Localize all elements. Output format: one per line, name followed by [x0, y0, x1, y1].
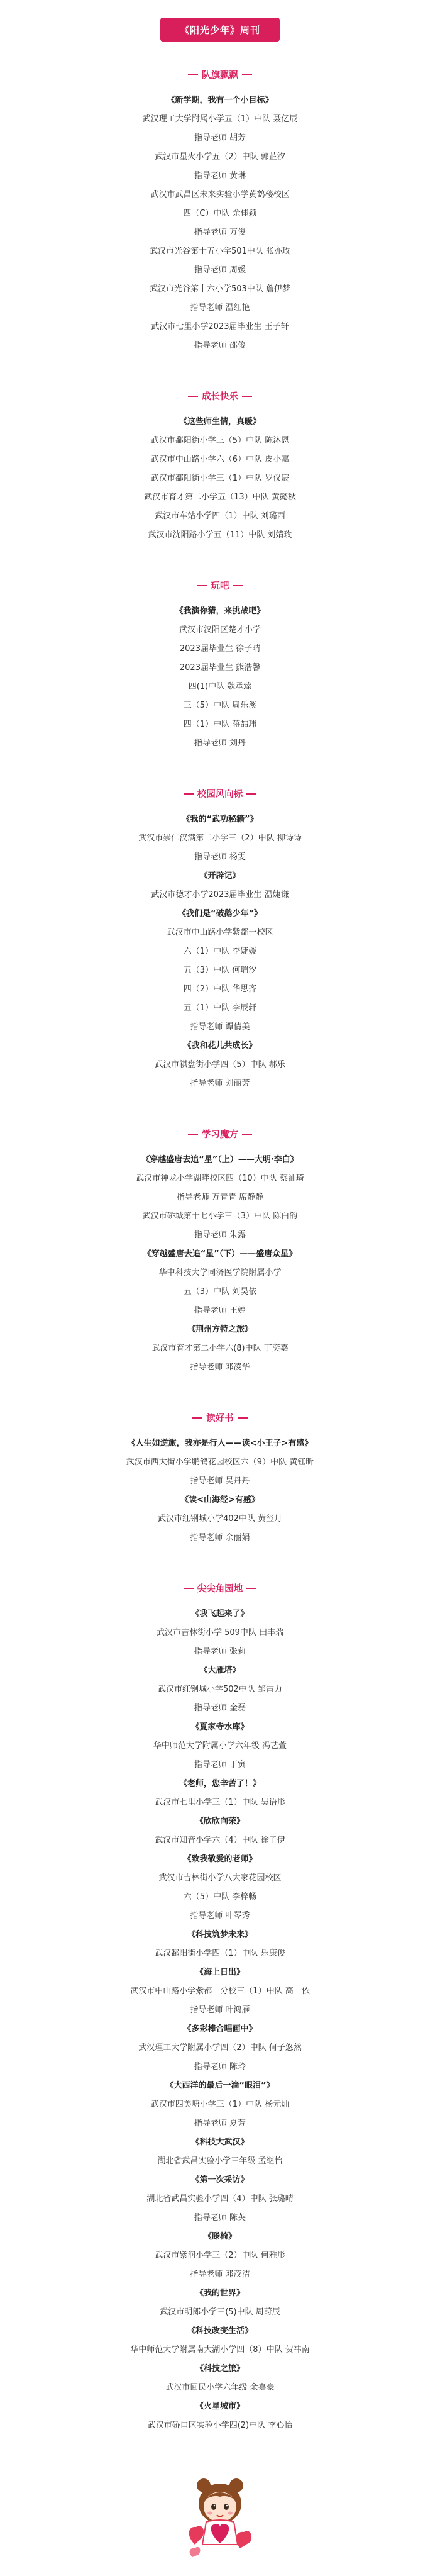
credit-line: 指导老师 黄琳	[194, 171, 246, 181]
article-title: 《新学期，我有一个小目标》	[167, 96, 273, 105]
article-title: 《科技之旅》	[195, 2364, 245, 2373]
credit-line: 指导老师 周媛	[194, 265, 246, 275]
sections-container	[0, 68, 440, 2435]
credit-line: 武汉市中山路小学六（6）中队 皮小嘉	[150, 455, 290, 464]
article-title: 《我的“武功秘籍”》	[182, 815, 258, 824]
credit-line: 指导老师 万俊	[194, 228, 246, 237]
article-title: 《我飞起来了》	[191, 1609, 249, 1619]
article-title: 《这些师生情，真暖》	[179, 417, 261, 427]
credit-line: 指导老师 邓凌华	[190, 1363, 250, 1372]
credit-line: 武汉市明郎小学三(5)中队 周莳辰	[160, 2307, 280, 2317]
heading-dash-right	[246, 793, 256, 795]
section	[0, 1127, 440, 1377]
article-title: 《火星城市》	[195, 2402, 245, 2411]
section-heading-label: 读好书	[206, 1413, 234, 1424]
heading-dash-left	[192, 1417, 202, 1419]
heading-dash-right	[242, 1134, 252, 1135]
heading-dash-left	[188, 396, 198, 397]
credit-line: 武汉市光谷第十五小学501中队 张亦玫	[150, 247, 290, 256]
section-heading-label: 校园风向标	[197, 789, 243, 800]
credit-line: 指导老师 朱露	[194, 1230, 246, 1240]
article-title: 《致我敬爱的老师》	[183, 1854, 257, 1864]
credit-line: 指导老师 丁寅	[194, 1760, 246, 1770]
credit-line: 武汉市硚城第十七小学三（3）中队 陈白韵	[142, 1212, 298, 1221]
section-heading	[0, 68, 440, 81]
credit-line: 武汉市七里小学2023届毕业生 王子轩	[151, 322, 289, 332]
credit-line: 五（3）中队 刘昊依	[183, 1287, 257, 1296]
credit-line: 指导老师 吴丹丹	[190, 1476, 250, 1486]
credit-line: 武汉市祺盘街小学四（5）中队 郝乐	[155, 1060, 285, 1069]
section-heading-label: 学习魔方	[202, 1130, 238, 1140]
article-title: 《多彩棒合唱画中》	[183, 2024, 257, 2034]
credit-line: 四（2）中队 华思齐	[183, 984, 257, 994]
heading-dash-right	[242, 74, 252, 75]
credit-line: 武汉市七里小学三（1）中队 吴语彤	[155, 1798, 285, 1807]
credit-line: 武汉市回民小学六年级 余嘉豪	[165, 2383, 275, 2392]
credit-line: 指导老师 叶鸿雁	[190, 2005, 250, 2015]
credit-line: 武汉市星火小学五（2）中队 郭芷汐	[155, 152, 285, 162]
credit-line: 六（5）中队 李梓畅	[183, 1892, 257, 1902]
article-title: 《读<山海经>有感》	[180, 1495, 260, 1505]
credit-line: 三（5）中队 周乐溪	[183, 701, 257, 710]
credit-line: 武汉市车站小学四（1）中队 刘璐西	[155, 511, 285, 521]
section-heading	[0, 1581, 440, 1595]
credit-line: 武汉市汉阳区楚才小学	[179, 625, 261, 635]
section-heading-label: 成长快乐	[202, 392, 238, 402]
section-heading-label: 队旗飘飘	[202, 70, 238, 81]
credit-line: 武汉市武昌区未来实验小学黄鹤楼校区	[150, 190, 290, 199]
article-title: 《人生如逆旅，我亦是行人——读<小王子>有感》	[127, 1439, 313, 1448]
credit-line: 五（3）中队 何瑞汐	[183, 966, 257, 975]
heading-dash-left	[188, 74, 198, 75]
credit-line: 武汉市红钢城小学402中队 黄玺月	[158, 1514, 282, 1524]
article-title: 《穿越盛唐去追“星”（上）——大明·李白》	[141, 1155, 299, 1164]
article-title: 《海上日出》	[195, 1968, 245, 1977]
credit-line: 湖北省武昌实验小学三年级 孟继怡	[157, 2156, 283, 2166]
article-title: 《我的世界》	[195, 2289, 245, 2298]
article-title: 《欣欣向荣》	[195, 1817, 245, 1826]
credit-line: 武汉市鄱阳街小学三（1）中队 罗仪宸	[150, 474, 290, 483]
credit-line: 武汉市知音小学六（4）中队 徐子伊	[155, 1836, 285, 1845]
credit-line: 武汉市光谷第十六小学503中队 詹伊梦	[150, 284, 290, 294]
credit-line: 湖北省武昌实验小学四（4）中队 张璐晴	[146, 2194, 294, 2204]
credit-line: 武汉市吉林街小学 509中队 田丰瑞	[156, 1628, 284, 1637]
article-title: 《大雁塔》	[199, 1666, 241, 1675]
section-heading	[0, 787, 440, 800]
section-heading	[0, 1411, 440, 1424]
credit-line: 四（1）中队 蒋喆玮	[183, 720, 257, 729]
section	[0, 579, 440, 753]
credit-line: 四（C）中队 余佳颖	[183, 209, 257, 218]
article-title: 《第一次采访》	[191, 2175, 249, 2185]
credit-line: 武汉理工大学附属小学四（2）中队 何子悠然	[138, 2043, 302, 2053]
heading-dash-right	[233, 585, 243, 586]
credit-line: 武汉市中山路小学紫都一分校三（1）中队 高一依	[130, 1987, 310, 1996]
credit-line: 武汉市崇仁汉满第二小学三（2）中队 柳诗诗	[138, 834, 302, 843]
credit-line: 指导老师 胡芳	[194, 133, 246, 143]
heading-dash-right	[242, 396, 252, 397]
credit-line: 指导老师 邓茂洁	[190, 2270, 250, 2279]
heading-dash-left	[197, 585, 207, 586]
credit-line: 华中师范大学附属小学六年级 冯艺萱	[153, 1741, 287, 1751]
credit-line: 指导老师 杨雯	[194, 852, 246, 862]
credit-line: 武汉市硚口区实验小学四(2)中队 李心怡	[147, 2421, 293, 2430]
credit-line: 武汉市沈阳路小学五（11）中队 刘婧玫	[148, 530, 292, 540]
heading-dash-left	[184, 793, 194, 795]
credit-line: 武汉市西大街小学鹏鸽花园校区六（9）中队 黄钰昕	[126, 1458, 314, 1467]
section-heading	[0, 1127, 440, 1140]
credit-line: 指导老师 陈玲	[194, 2062, 246, 2071]
credit-line: 武汉鄱阳街小学四（1）中队 乐康俊	[155, 1949, 285, 1958]
credit-line: 武汉理工大学附属小学五（1）中队 聂亿辰	[142, 114, 298, 124]
heading-dash-right	[246, 1588, 256, 1589]
credit-line: 指导老师 余丽娟	[190, 1533, 250, 1542]
credit-line: 指导老师 谭倩美	[190, 1022, 250, 1032]
credit-line: 指导老师 叶琴秀	[190, 1911, 250, 1921]
article-title: 《穿越盛唐去追“星”（下）——盛唐众星》	[143, 1249, 297, 1259]
article-title: 《我和花儿共成长》	[183, 1041, 257, 1051]
credit-line: 四(1)中队 魏承臻	[188, 682, 252, 691]
credit-line: 华中科技大学同济医学院附属小学	[158, 1268, 282, 1278]
credit-line: 指导老师 邵俊	[194, 341, 246, 350]
credit-line: 武汉市育才第二小学六(8)中队 丁奕嘉	[151, 1344, 289, 1353]
article-title: 《老师，您辛苦了！》	[179, 1779, 261, 1788]
article-title: 《滕椅》	[203, 2232, 236, 2241]
credit-line: 指导老师 刘丽芳	[190, 1079, 250, 1088]
article-title: 《科技改变生活》	[187, 2326, 253, 2336]
credit-line: 2023届毕业生 熊浩馨	[179, 663, 261, 672]
credit-line: 武汉市神龙小学湖畔校区四（10）中队 蔡汕琦	[136, 1174, 304, 1183]
page-title: 《阳光少年》周刊	[160, 18, 280, 42]
section-heading	[0, 579, 440, 592]
article-title: 《科技筑梦未来》	[187, 1930, 253, 1939]
article-title: 《科技大武汉》	[191, 2138, 249, 2147]
credit-line: 指导老师 王婷	[194, 1306, 246, 1315]
credit-line: 武汉市中山路小学紫都一校区	[167, 928, 273, 937]
article-title: 《开辟记》	[199, 871, 241, 881]
article-title: 《大西洋的最后一滴“眼泪”》	[165, 2081, 275, 2090]
credit-line: 六（1）中队 李婕媛	[183, 947, 257, 956]
credit-line: 武汉市紫润小学三（2）中队 何雅彤	[155, 2251, 285, 2260]
credit-line: 武汉市鄱阳街小学三（5）中队 陈沐恩	[150, 436, 290, 445]
article-title: 《我演你猜，来挑战吧》	[175, 606, 265, 616]
credit-line: 武汉市四美塘小学三（1）中队 杨元灿	[150, 2100, 290, 2109]
credit-line: 指导老师 刘丹	[194, 739, 246, 748]
heading-dash-right	[238, 1417, 248, 1419]
article-title: 《夏家寺水库》	[191, 1722, 249, 1732]
section-heading	[0, 389, 440, 403]
credit-line: 指导老师 金磊	[194, 1703, 246, 1713]
section	[0, 389, 440, 545]
credit-line: 武汉市红钢城小学502中队 邹雷力	[158, 1685, 282, 1694]
mascot-girl-heart-icon	[182, 2469, 258, 2563]
credit-line: 指导老师 万青青 席静静	[176, 1193, 264, 1202]
section	[0, 787, 440, 1093]
credit-line: 武汉市德才小学2023届毕业生 温婕谦	[151, 890, 289, 900]
credit-line: 指导老师 陈英	[194, 2213, 246, 2222]
heading-dash-left	[184, 1588, 194, 1589]
section-heading-label: 尖尖角园地	[197, 1584, 243, 1594]
section	[0, 68, 440, 355]
credit-line: 华中师范大学附属南大湖小学四（8）中队 贺祎南	[130, 2345, 310, 2355]
credit-line: 指导老师 夏芳	[194, 2119, 246, 2128]
credit-line: 武汉市吉林街小学八大家花园校区	[158, 1873, 282, 1883]
article-title: 《荆州方特之旅》	[187, 1325, 253, 1334]
section	[0, 1581, 440, 2435]
credit-line: 2023届毕业生 徐子晴	[179, 644, 261, 654]
article-title: 《我们是“破鹅少年”》	[177, 909, 263, 918]
heading-dash-left	[188, 1134, 198, 1135]
section-heading-label: 玩吧	[211, 581, 229, 591]
credit-line: 指导老师 张莉	[194, 1647, 246, 1656]
credit-line: 武汉市育才第二小学五（13）中队 黄懿秋	[144, 493, 296, 502]
section	[0, 1411, 440, 1547]
credit-line: 五（1）中队 李辰轩	[183, 1003, 257, 1013]
credit-line: 指导老师 温红艳	[190, 303, 250, 313]
